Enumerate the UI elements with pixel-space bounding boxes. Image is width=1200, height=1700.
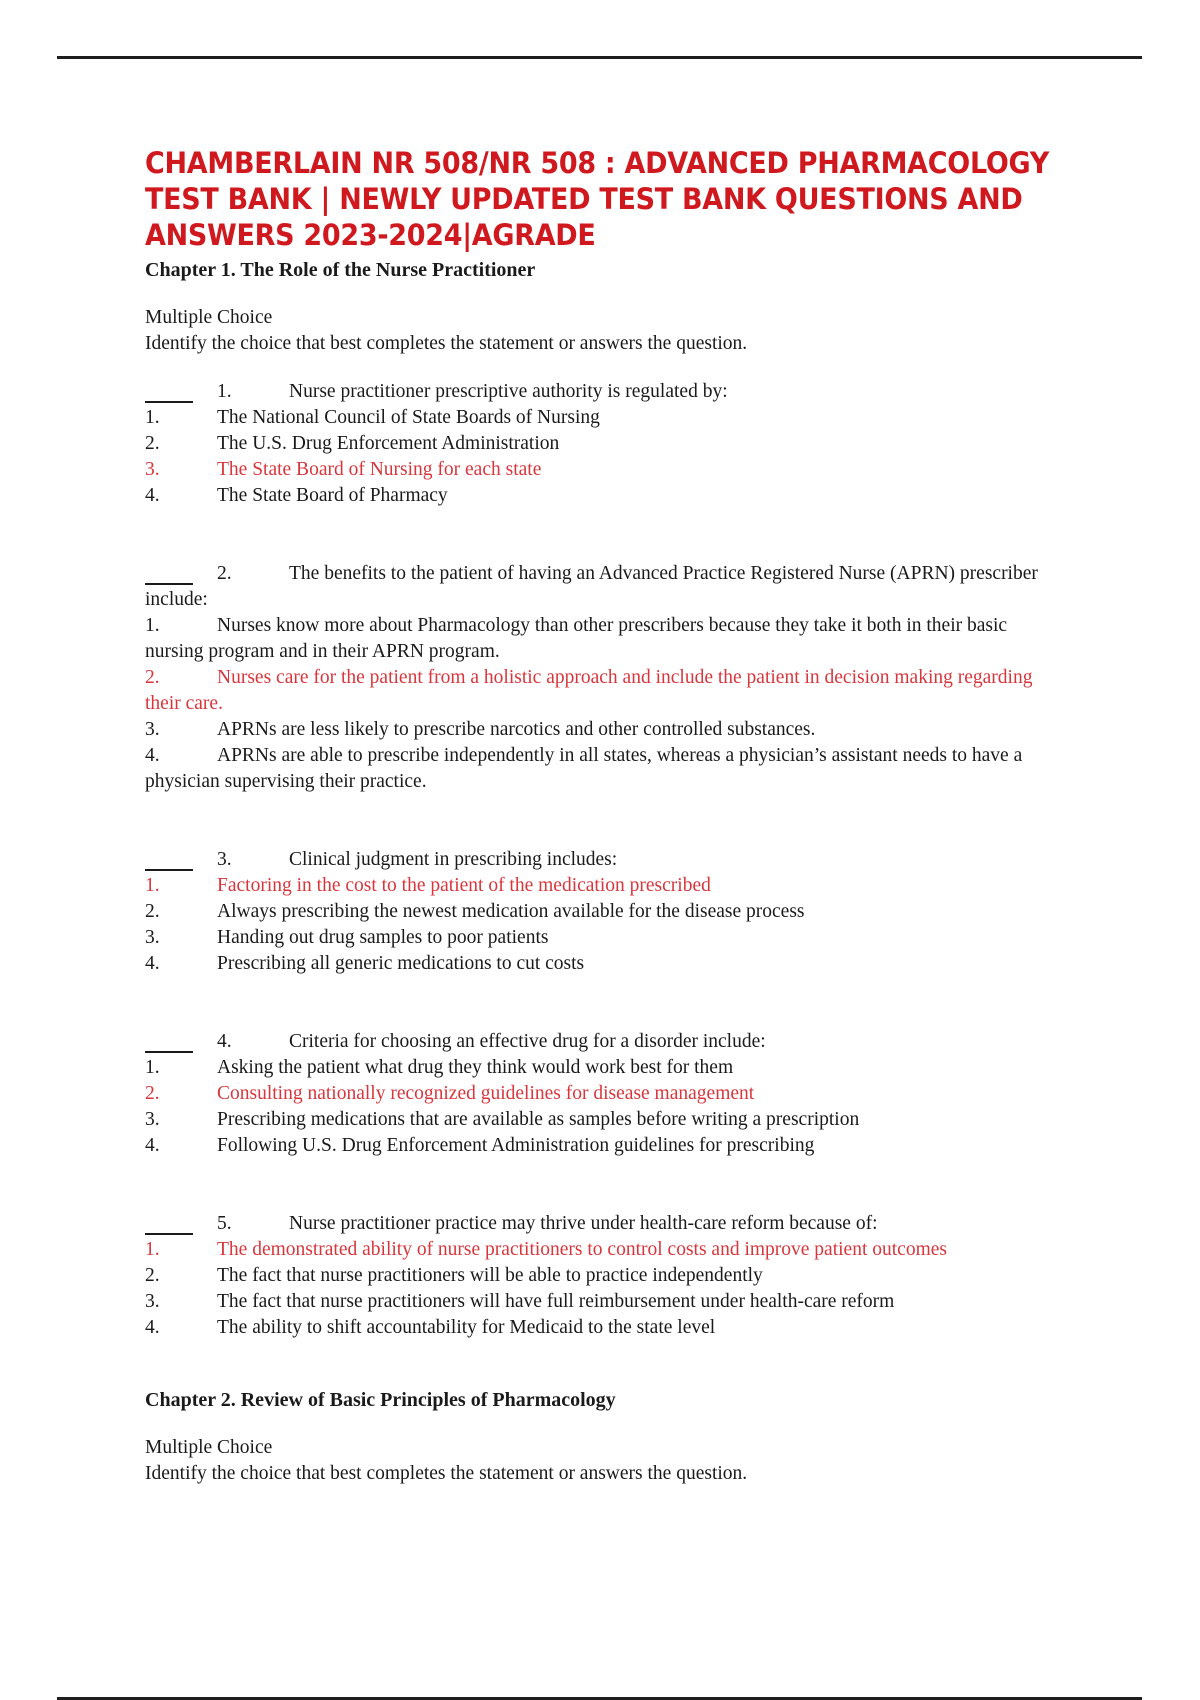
option-number: 2. xyxy=(145,901,160,922)
answer-blank xyxy=(145,1233,193,1235)
answer-blank xyxy=(145,869,193,871)
option-number: 1. xyxy=(145,1239,160,1260)
option-text: The National Council of State Boards of Nursing xyxy=(217,407,600,428)
option-text: Prescribing medications that are available as samples before writing a prescription xyxy=(217,1109,860,1130)
question-text: Criteria for choosing an effective drug for a disorder include: xyxy=(289,1031,766,1052)
question-text: Nurse practitioner prescriptive authority is regulated by: xyxy=(289,381,728,402)
option-text: Nurses care for the patient from a holistic approach and include the patient in decision making regarding their care. xyxy=(145,667,1033,714)
question-number: 2. xyxy=(217,563,232,584)
option-correct xyxy=(145,873,1065,899)
document-title: CHAMBERLAIN NR 508/NR 508 : ADVANCED PHARMACOLOGY TEST BANK | NEWLY UPDATED TEST BANK QUESTIONS AND ANSWERS 2023-2024|AGRADE xyxy=(145,146,1050,252)
question-stem xyxy=(145,1029,1065,1055)
option-text: Factoring in the cost to the patient of the medication prescribed xyxy=(217,875,711,896)
question-text: Nurse practitioner practice may thrive under health-care reform because of: xyxy=(289,1213,878,1234)
option-number: 3. xyxy=(145,459,160,480)
instructions: Identify the choice that best completes the statement or answers the question. xyxy=(145,1463,748,1484)
question-stem xyxy=(145,1211,1065,1237)
option-number: 2. xyxy=(145,1083,160,1104)
question-text: Clinical judgment in prescribing includes: xyxy=(289,849,618,870)
option-number: 4. xyxy=(145,1317,160,1338)
option xyxy=(145,1055,1065,1081)
option-text: Nurses know more about Pharmacology than other prescribers because they take it both in their basic nursing program and in their APRN program. xyxy=(145,615,1008,662)
option xyxy=(145,899,1065,925)
option-text: The State Board of Pharmacy xyxy=(217,485,448,506)
question-text: The benefits to the patient of having an Advanced Practice Registered Nurse (APRN) prescriber include: xyxy=(145,563,1038,610)
option-number: 4. xyxy=(145,1135,160,1156)
document-page xyxy=(145,145,1065,1487)
question-number: 1. xyxy=(217,381,232,402)
option-number: 1. xyxy=(145,1057,160,1078)
option-number: 4. xyxy=(145,485,160,506)
chapter-2-heading: Chapter 2. Review of Basic Principles of Pharmacology xyxy=(145,1389,616,1411)
question-stem xyxy=(145,561,1065,613)
chapter-1-heading: Chapter 1. The Role of the Nurse Practitioner xyxy=(145,259,536,281)
option xyxy=(145,613,1065,665)
question-number: 4. xyxy=(217,1031,232,1052)
option-number: 4. xyxy=(145,953,160,974)
question-stem xyxy=(145,847,1065,873)
option-correct xyxy=(145,1081,1065,1107)
question-4 xyxy=(145,1029,1065,1159)
option-number: 3. xyxy=(145,719,160,740)
option-number: 2. xyxy=(145,667,160,688)
option-text: The demonstrated ability of nurse practitioners to control costs and improve patient outcomes xyxy=(217,1239,947,1260)
section-label: Multiple Choice xyxy=(145,307,273,328)
option-text: Asking the patient what drug they think would work best for them xyxy=(217,1057,734,1078)
option-text: The U.S. Drug Enforcement Administration xyxy=(217,433,560,454)
section-label: Multiple Choice xyxy=(145,1437,273,1458)
option-number: 2. xyxy=(145,1265,160,1286)
option-text: Always prescribing the newest medication available for the disease process xyxy=(217,901,805,922)
question-5 xyxy=(145,1211,1065,1341)
top-rule xyxy=(57,56,1142,59)
option xyxy=(145,951,1065,977)
option-number: 1. xyxy=(145,615,160,636)
option-text: Handing out drug samples to poor patients xyxy=(217,927,549,948)
option xyxy=(145,743,1065,795)
option xyxy=(145,1133,1065,1159)
option-number: 1. xyxy=(145,407,160,428)
option xyxy=(145,1263,1065,1289)
option-number: 1. xyxy=(145,875,160,896)
option xyxy=(145,405,1065,431)
option xyxy=(145,431,1065,457)
question-number: 5. xyxy=(217,1213,232,1234)
question-3 xyxy=(145,847,1065,977)
question-number: 3. xyxy=(217,849,232,870)
question-2 xyxy=(145,561,1065,795)
option-correct xyxy=(145,665,1065,717)
instructions: Identify the choice that best completes the statement or answers the question. xyxy=(145,333,748,354)
option xyxy=(145,483,1065,509)
option-text: Following U.S. Drug Enforcement Administration guidelines for prescribing xyxy=(217,1135,815,1156)
option xyxy=(145,925,1065,951)
question-stem xyxy=(145,379,1065,405)
option-text: APRNs are able to prescribe independently in all states, whereas a physician’s assistant needs to have a physician supervising their practice. xyxy=(145,745,1023,792)
option-correct xyxy=(145,1237,1065,1263)
option-correct xyxy=(145,457,1065,483)
option-text: The fact that nurse practitioners will have full reimbursement under health-care reform xyxy=(217,1291,895,1312)
option-text: Consulting nationally recognized guidelines for disease management xyxy=(217,1083,755,1104)
option-number: 3. xyxy=(145,1109,160,1130)
option-number: 3. xyxy=(145,927,160,948)
option-text: The State Board of Nursing for each state xyxy=(217,459,542,480)
option-number: 4. xyxy=(145,745,160,766)
option-text: The ability to shift accountability for Medicaid to the state level xyxy=(217,1317,716,1338)
option-number: 3. xyxy=(145,1291,160,1312)
option xyxy=(145,1289,1065,1315)
answer-blank xyxy=(145,583,193,585)
answer-blank xyxy=(145,401,193,403)
option xyxy=(145,717,1065,743)
option xyxy=(145,1107,1065,1133)
option-text: The fact that nurse practitioners will be able to practice independently xyxy=(217,1265,763,1286)
option xyxy=(145,1315,1065,1341)
answer-blank xyxy=(145,1051,193,1053)
option-number: 2. xyxy=(145,433,160,454)
option-text: Prescribing all generic medications to cut costs xyxy=(217,953,585,974)
question-1 xyxy=(145,379,1065,509)
option-text: APRNs are less likely to prescribe narcotics and other controlled substances. xyxy=(217,719,816,740)
